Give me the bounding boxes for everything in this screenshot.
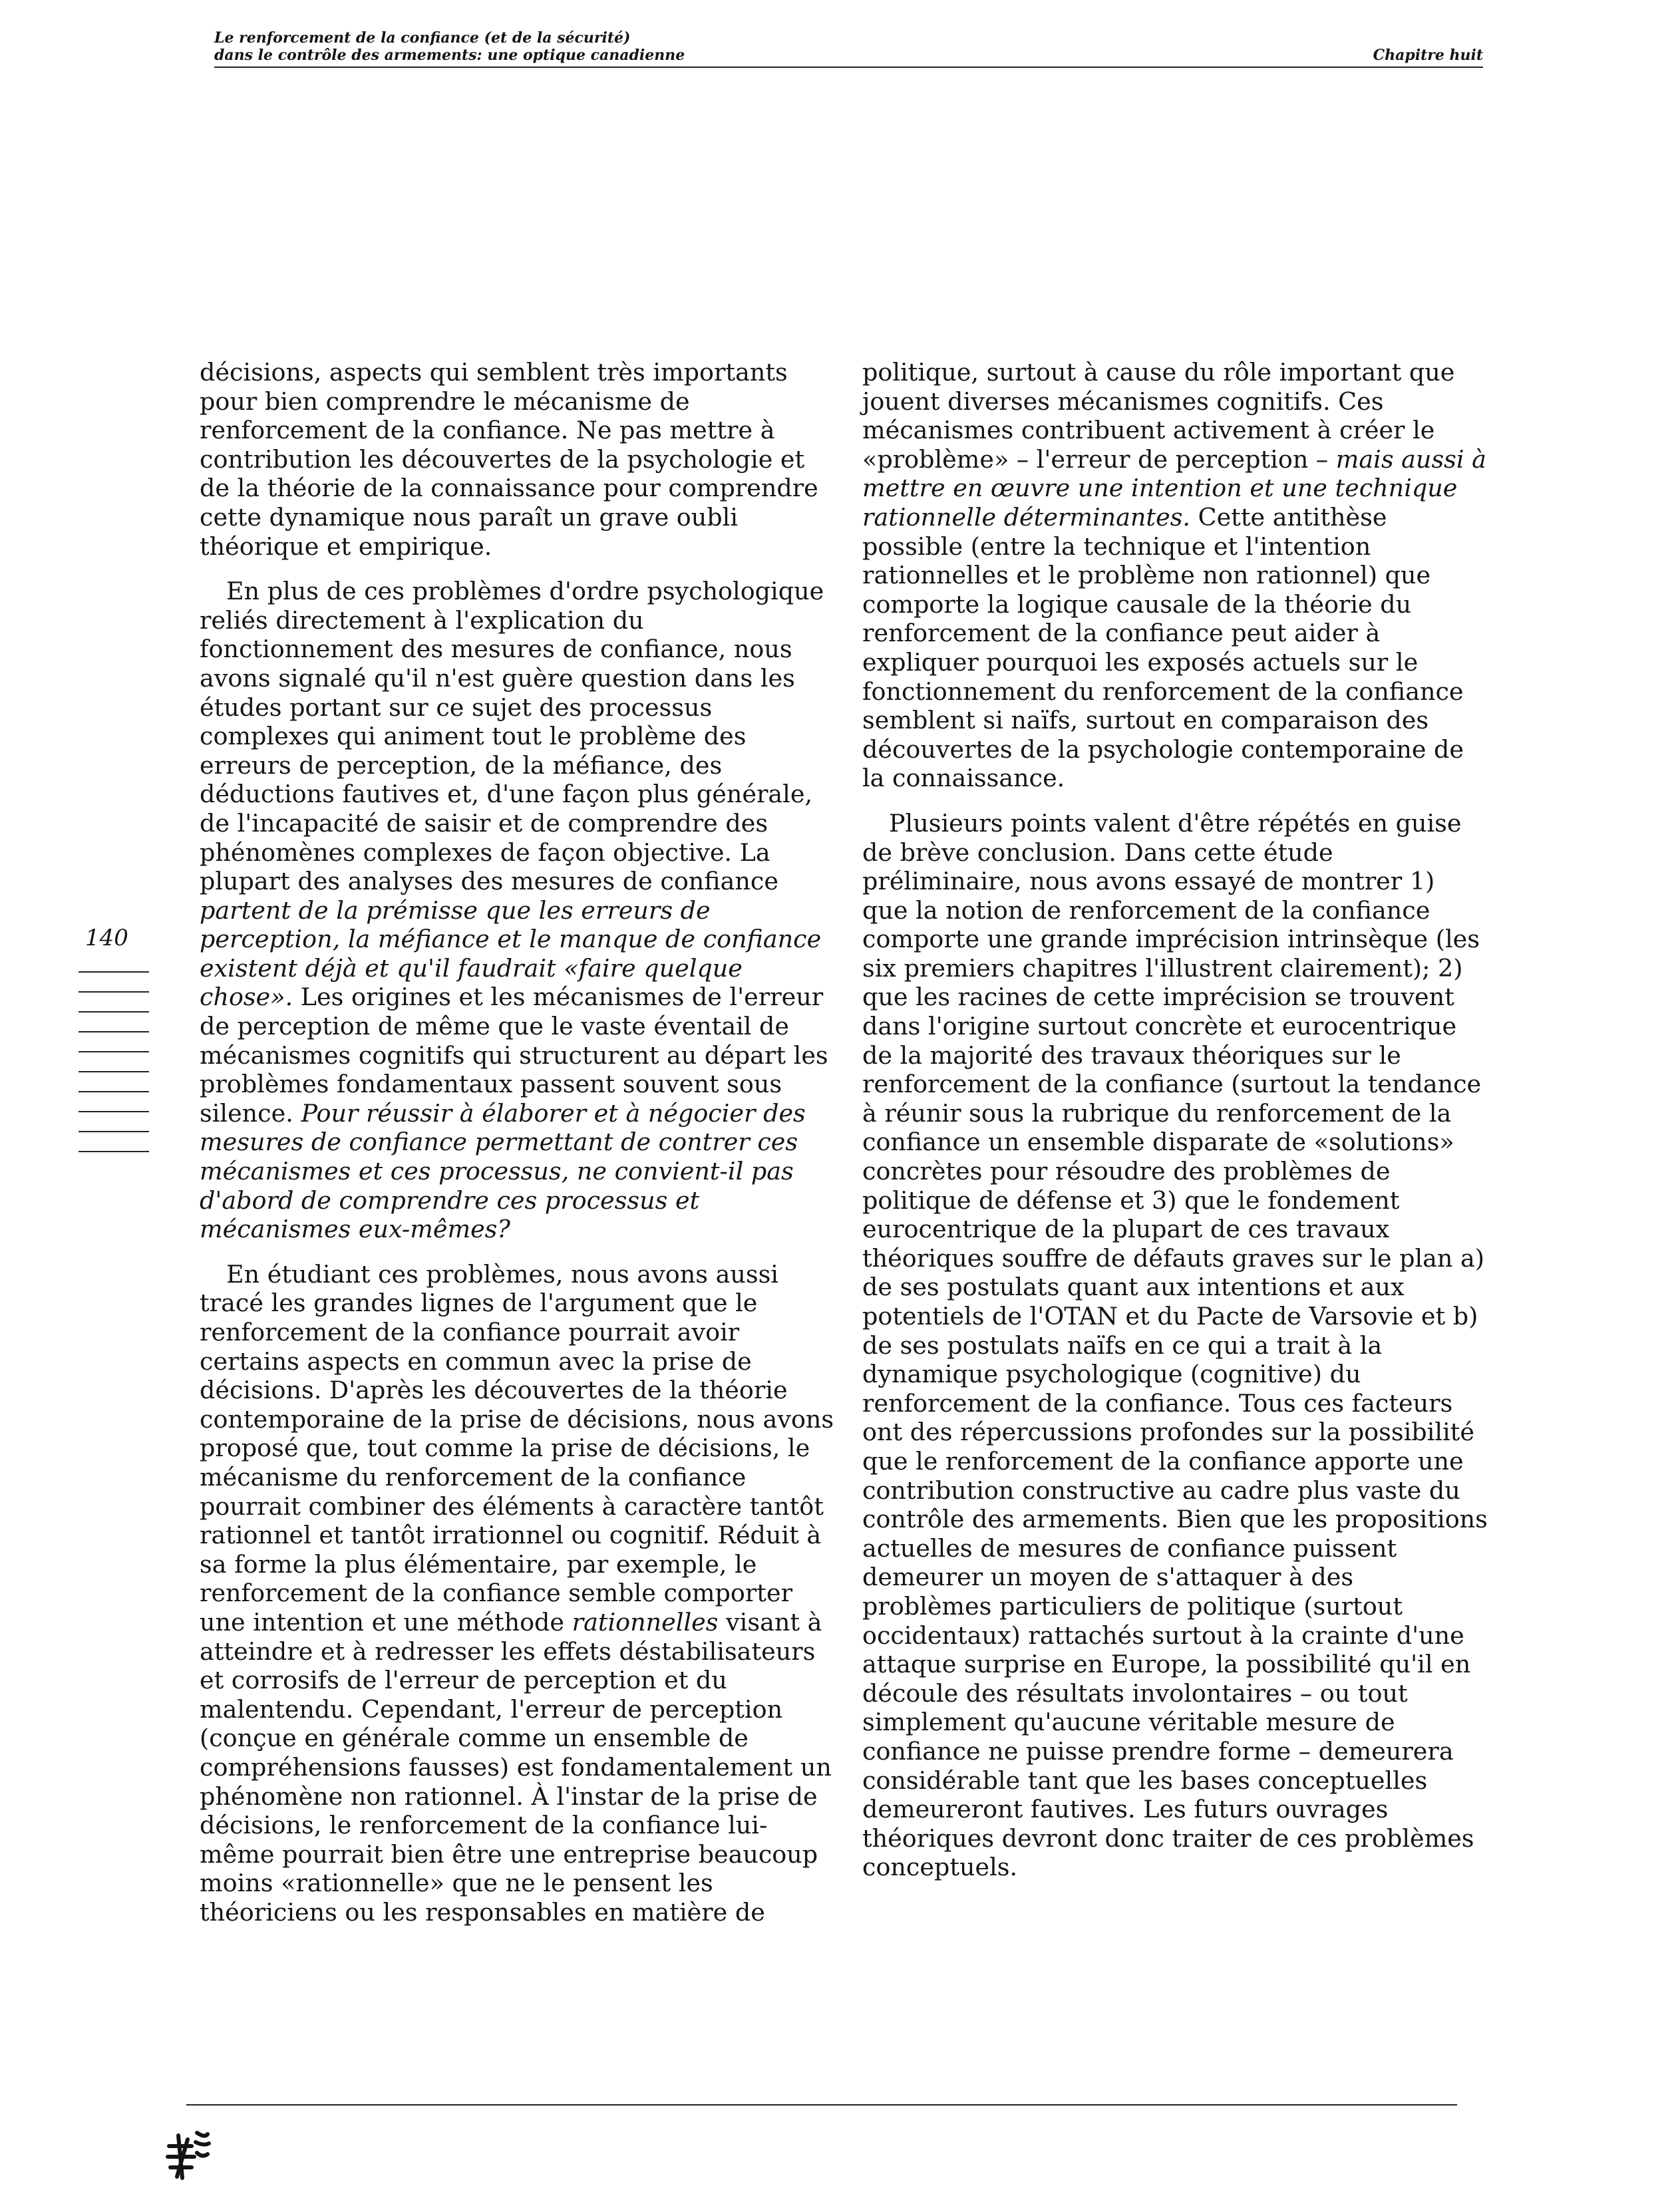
right-paragraph-1-italic-b: mais aussi à mettre en œuvre une intention et une technique rationnelle déterminantes. xyxy=(862,444,1486,532)
margin-rule xyxy=(79,1131,149,1132)
left-paragraph-3-text-c: visant à atteindre et à redresser les effets déstabilisateurs et corrosifs de l'erreur de perception et du malentendu. Cependant, l'erreur de perception (conçue en générale comme un ensemble de compréhensions fausses) est fondamentalement un phénomène non rationnel. À l'instar de la prise de décisions, le renforcement de la confiance lui-même pourrait bien être une entreprise beaucoup moins «rationnelle» que ne le pensent les théoriciens ou les responsables en matière de xyxy=(200,1607,832,1927)
margin-rules xyxy=(79,971,149,1158)
left-paragraph-2-text-a: En plus de ces problèmes d'ordre psychologique reliés directement à l'explication du fonctionnement des mesures de confiance, nous avons signalé qu'il n'est guère question dans les études portant sur ce sujet des processus complexes qui animent tout le problème des erreurs de perception, de la méfiance, des déductions fautives et, d'une façon plus générale, de l'incapacité de saisir et de comprendre des phénomènes complexes de façon objective. La plupart des analyses des mesures de confiance xyxy=(200,577,824,896)
right-paragraph-1-text-a: politique, surtout à cause du rôle important que jouent diverses mécanismes cognitifs. Ces mécanismes contribuent activement à créer le «problème» – l'erreur de perception – xyxy=(862,358,1455,474)
margin-rule xyxy=(79,1111,149,1112)
left-text-column xyxy=(200,358,838,1943)
margin-rule xyxy=(79,1151,149,1152)
margin-rule xyxy=(79,971,149,973)
left-paragraph-2-text-c: Les origines et les mécanismes de l'erreur de perception de même que le vaste éventail de mécanismes cognitifs qui structurent au départ les problèmes fondamentaux passent souvent sous silence. xyxy=(200,983,828,1128)
left-paragraph-2 xyxy=(200,577,838,1244)
left-paragraph-1: décisions, aspects qui semblent très importants pour bien comprendre le mécanisme de renforcement de la confiance. Ne pas mettre à contribution les découvertes de la psychologie et de la théorie de la connaissance pour comprendre cette dynamique nous paraît un grave oubli théorique et empirique. xyxy=(200,358,818,561)
margin-rule xyxy=(79,991,149,993)
running-header-chapter: Chapitre huit xyxy=(1373,47,1483,64)
left-paragraph-3-italic-b: rationnelles xyxy=(572,1607,719,1637)
publisher-logo-icon xyxy=(162,2126,218,2182)
margin-rule xyxy=(79,1071,149,1072)
running-header-title-line1: Le renforcement de la confiance (et de la sécurité) xyxy=(214,29,631,47)
right-text-column xyxy=(862,358,1488,1898)
footer-rule xyxy=(186,2104,1457,2106)
right-paragraph-1 xyxy=(862,358,1488,793)
left-paragraph-3-text-a: En étudiant ces problèmes, nous avons aussi tracé les grandes lignes de l'argument que le renforcement de la confiance pourrait avoir certains aspects en commun avec la prise de décisions. D'après les découvertes de la théorie contemporaine de la prise de décisions, nous avons proposé que, tout comme la prise de décisions, le mécanisme du renforcement de la confiance pourrait combiner des éléments à caractère tantôt rationnel et tantôt irrationnel ou cognitif. Réduit à sa forme la plus élémentaire, par exemple, le renforcement de la confiance semble comporter une intention et une méthode xyxy=(200,1259,834,1637)
right-paragraph-2: Plusieurs points valent d'être répétés en guise de brève conclusion. Dans cette étude préliminaire, nous avons essayé de montrer 1) que la notion de renforcement de la confiance comporte une grande imprécision intrinsèque (les six premiers chapitres l'illustrent clairement); 2) que les racines de cette imprécision se trouvent dans l'origine surtout concrète et eurocentrique de la majorité des travaux théoriques sur le renforcement de la confiance (surtout la tendance à réunir sous la rubrique du renforcement de la confiance un ensemble disparate de «solutions» concrètes pour résoudre des problèmes de politique de défense et 3) que le fondement eurocentrique de la plupart de ces travaux théoriques souffre de défauts graves sur le plan a) de ses postulats quant aux intentions et aux potentiels de l'OTAN et du Pacte de Varsovie et b) de ses postulats naïfs en ce qui a trait à la dynamique psychologique (cognitive) du renforcement de la confiance. Tous ces facteurs ont des répercussions profondes sur la possibilité que le renforcement de la confiance apporte une contribution constructive au cadre plus vaste du contrôle des armements. Bien que les propositions actuelles de mesures de confiance puissent demeurer un moyen de s'attaquer à des problèmes particuliers de politique (surtout occidentaux) rattachés surtout à la crainte d'une attaque surprise en Europe, la possibilité qu'il en découle des résultats involontaires – ou tout simplement qu'aucune véritable mesure de confiance ne puisse prendre forme – demeurera considérable tant que les bases conceptuelles demeureront fautives. Les futurs ouvrages théoriques devront donc traiter de ces problèmes conceptuels. xyxy=(862,808,1488,1882)
margin-rule xyxy=(79,1091,149,1092)
header-rule xyxy=(214,67,1483,68)
left-paragraph-2-italic-b: partent de la prémisse que les erreurs de perception, la méfiance et le manque de confiance existent déjà et qu'il faudrait «faire quelque chose». xyxy=(200,895,822,1012)
margin-rule xyxy=(79,1011,149,1013)
left-paragraph-3 xyxy=(200,1260,838,1927)
running-header-title-line2: dans le contrôle des armements: une optique canadienne xyxy=(214,47,685,64)
right-paragraph-1-text-c: Cette antithèse possible (entre la technique et l'intention rationnelles et le problème non rationnel) que comporte la logique causale de la théorie du renforcement de la confiance peut aider à expliquer pourquoi les exposés actuels sur le fonctionnement du renforcement de la confiance semblent si naïfs, surtout en comparaison des découvertes de la psychologie contemporaine de la connaissance. xyxy=(862,502,1464,793)
margin-rule xyxy=(79,1051,149,1052)
left-paragraph-2-italic-d: Pour réussir à élaborer et à négocier des mesures de confiance permettant de contrer ces mécanismes et ces processus, ne convient-il pas d'abord de comprendre ces processus et mécanismes eux-mêmes? xyxy=(200,1098,806,1244)
page-number: 140 xyxy=(85,925,128,951)
running-header-title xyxy=(214,29,1013,64)
margin-rule xyxy=(79,1031,149,1032)
